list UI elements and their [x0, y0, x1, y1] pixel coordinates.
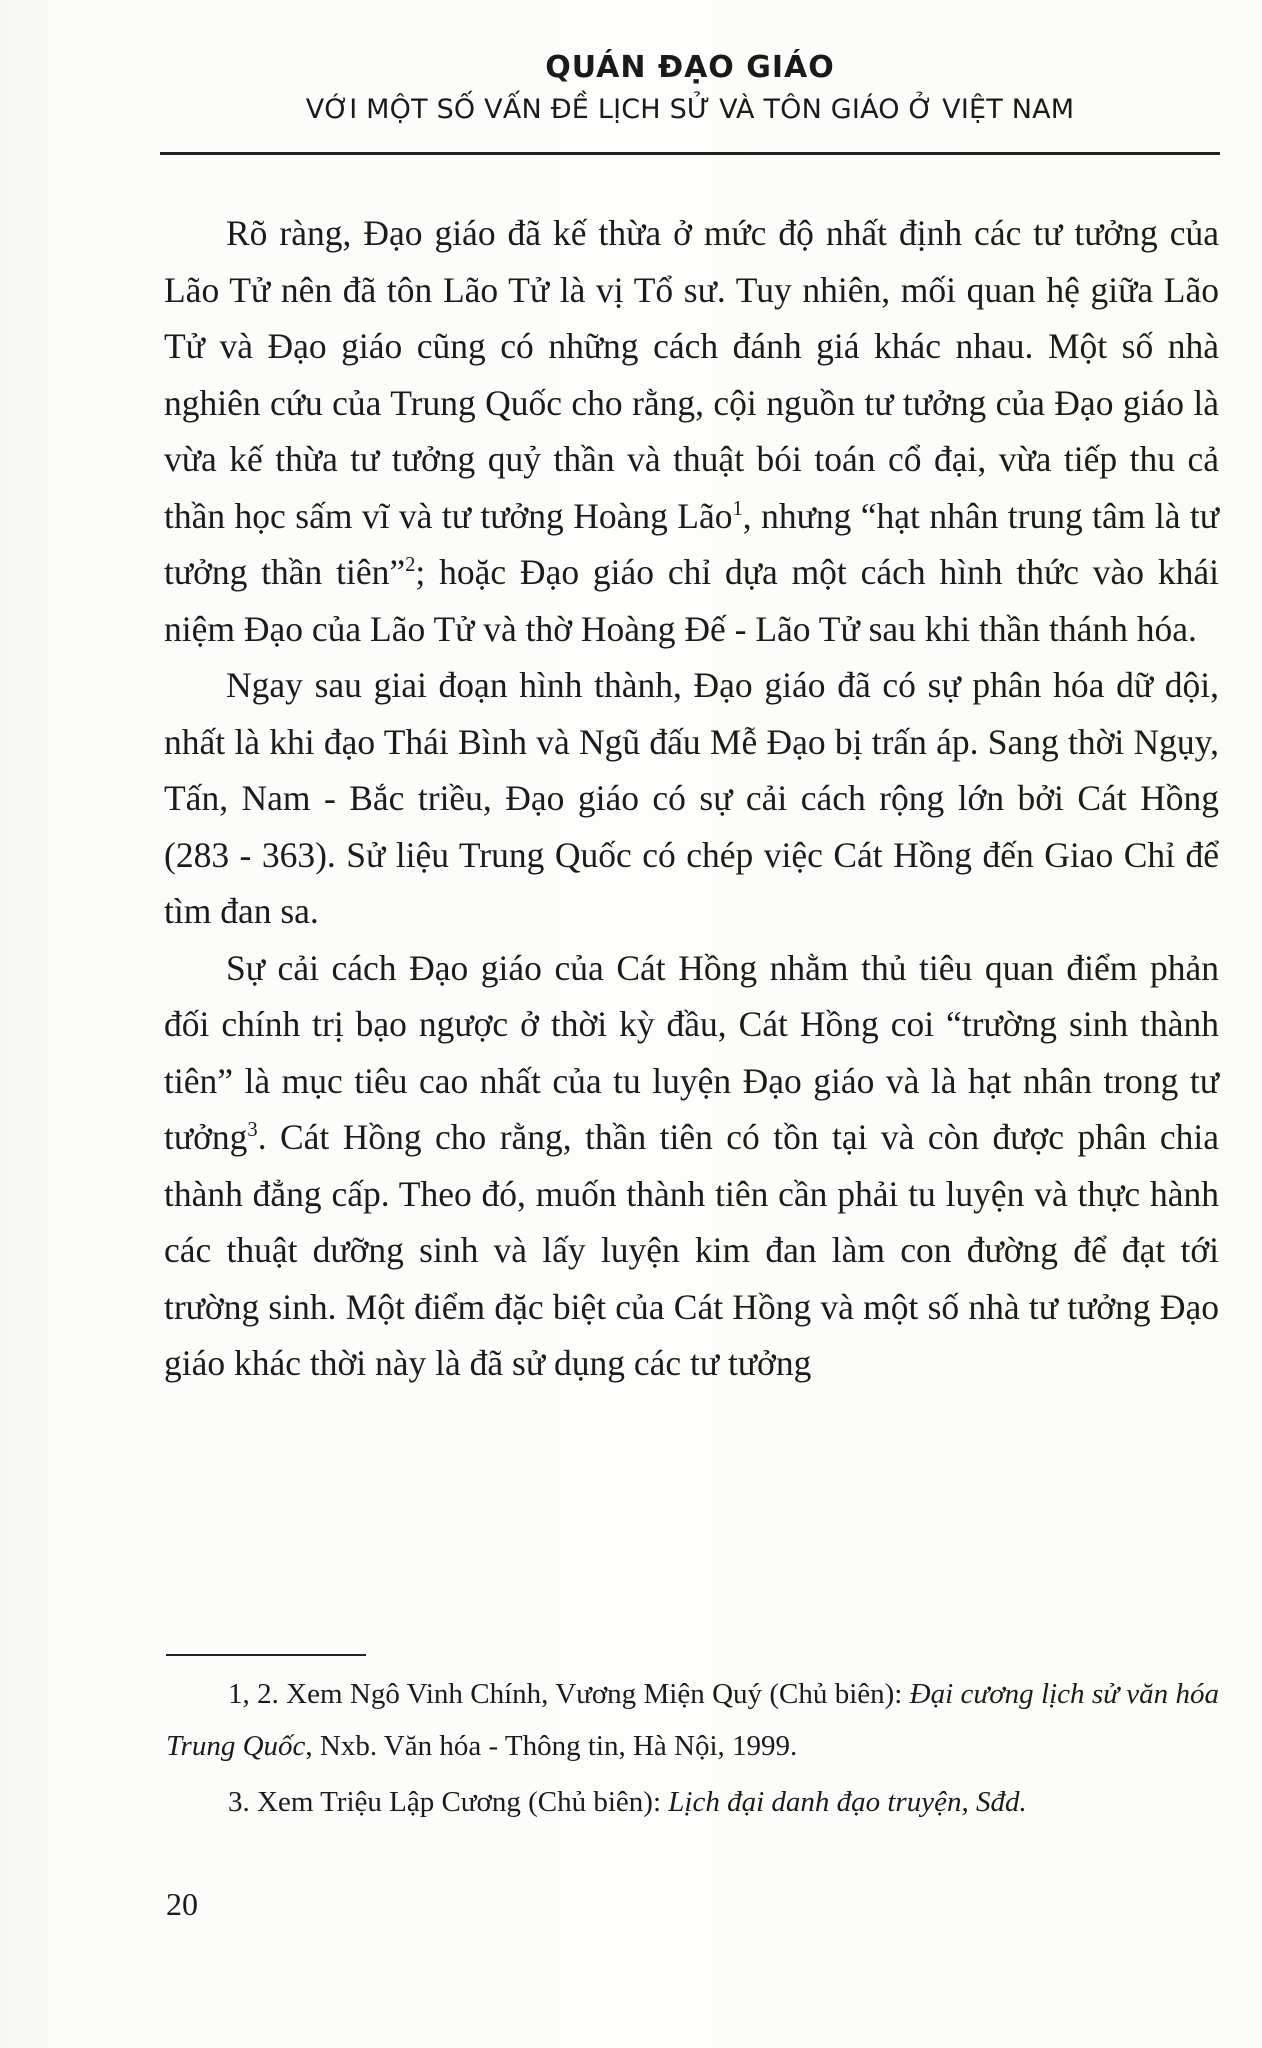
book-subtitle: VỚI MỘT SỐ VẤN ĐỀ LỊCH SỬ VÀ TÔN GIÁO Ở VIỆT NAM — [305, 94, 1075, 125]
text-run: Rõ ràng, Đạo giáo đã kế thừa ở mức độ nhất định các tư tưởng của Lão Tử nên đã tôn Lão Tử là vị Tổ sư. Tuy nhiên, mối quan hệ giữa Lão Tử và Đạo giáo cũng có những cách đánh giá khác nhau. Một số nhà nghiên cứu của Trung Quốc cho rằng, cội nguồn tư tưởng của Đạo giáo là vừa kế thừa tư tưởng quỷ thần và thuật bói toán cổ đại, vừa tiếp thu cả thần học sấm vĩ và tư tưởng Hoàng Lão — [164, 213, 1219, 536]
text-run: . Cát Hồng cho rằng, thần tiên có tồn tại và còn được phân chia thành đẳng cấp. Theo đó, muốn thành tiên cần phải tu luyện và thực hành các thuật dưỡng sinh và lấy luyện kim đan làm con đường để đạt tới trường sinh. Một điểm đặc biệt của Cát Hồng và một số nhà tư tưởng Đạo giáo khác thời này là đã sử dụng các tư tưởng — [164, 1117, 1219, 1383]
book-title: QUÁN ĐẠO GIÁO — [545, 50, 835, 85]
footnote-ref: 3 — [247, 1119, 258, 1142]
header-divider — [160, 152, 1220, 155]
paragraph — [164, 657, 1219, 940]
paragraph — [164, 940, 1219, 1392]
text-run: 3. Xem Triệu Lập Cương (Chủ biên): — [228, 1786, 669, 1818]
text-run: Ngay sau giai đoạn hình thành, Đạo giáo đã có sự phân hóa dữ dội, nhất là khi đạo Thái Bình và Ngũ đấu Mễ Đạo bị trấn áp. Sang thời Ngụy, Tấn, Nam - Bắc triều, Đạo giáo có sự cải cách rộng lớn bởi Cát Hồng (283 - 363). Sử liệu Trung Quốc có chép việc Cát Hồng đến Giao Chỉ để tìm đan sa. — [164, 665, 1219, 931]
running-header — [160, 48, 1220, 132]
footnote — [166, 1776, 1219, 1828]
paragraph — [164, 205, 1219, 657]
text-run: 1, 2. Xem Ngô Vinh Chính, Vương Miện Quý (Chủ biên): — [228, 1678, 910, 1710]
footnote-ref: 2 — [405, 554, 416, 577]
text-run: , Nxb. Văn hóa - Thông tin, Hà Nội, 1999. — [305, 1730, 798, 1762]
page-number: 20 — [166, 1886, 198, 1922]
main-text — [164, 205, 1219, 1392]
italic-title: Đại cương lịch sử văn hóa Trung Quốc — [166, 1678, 1219, 1762]
text-run: , nhưng “hạt nhân trung tâm là tư tưởng thần tiên” — [164, 495, 1219, 592]
footnote — [166, 1668, 1219, 1772]
text-run: Sự cải cách Đạo giáo của Cát Hồng nhằm thủ tiêu quan điểm phản đối chính trị bạo ngược ở thời kỳ đầu, Cát Hồng coi “trường sinh thành tiên” là mục tiêu cao nhất của tu luyện Đạo giáo và là hạt nhân trong tư tưởng — [164, 947, 1219, 1157]
text-run: ; hoặc Đạo giáo chỉ dựa một cách hình thức vào khái niệm Đạo của Lão Tử và thờ Hoàng Đế - Lão Tử sau khi thần thánh hóa. — [164, 552, 1219, 649]
footnote-divider — [166, 1654, 366, 1656]
footnote-ref: 1 — [732, 497, 743, 520]
italic-title: Lịch đại danh đạo truyện, Sđd. — [668, 1786, 1027, 1818]
footnotes — [166, 1668, 1219, 1828]
